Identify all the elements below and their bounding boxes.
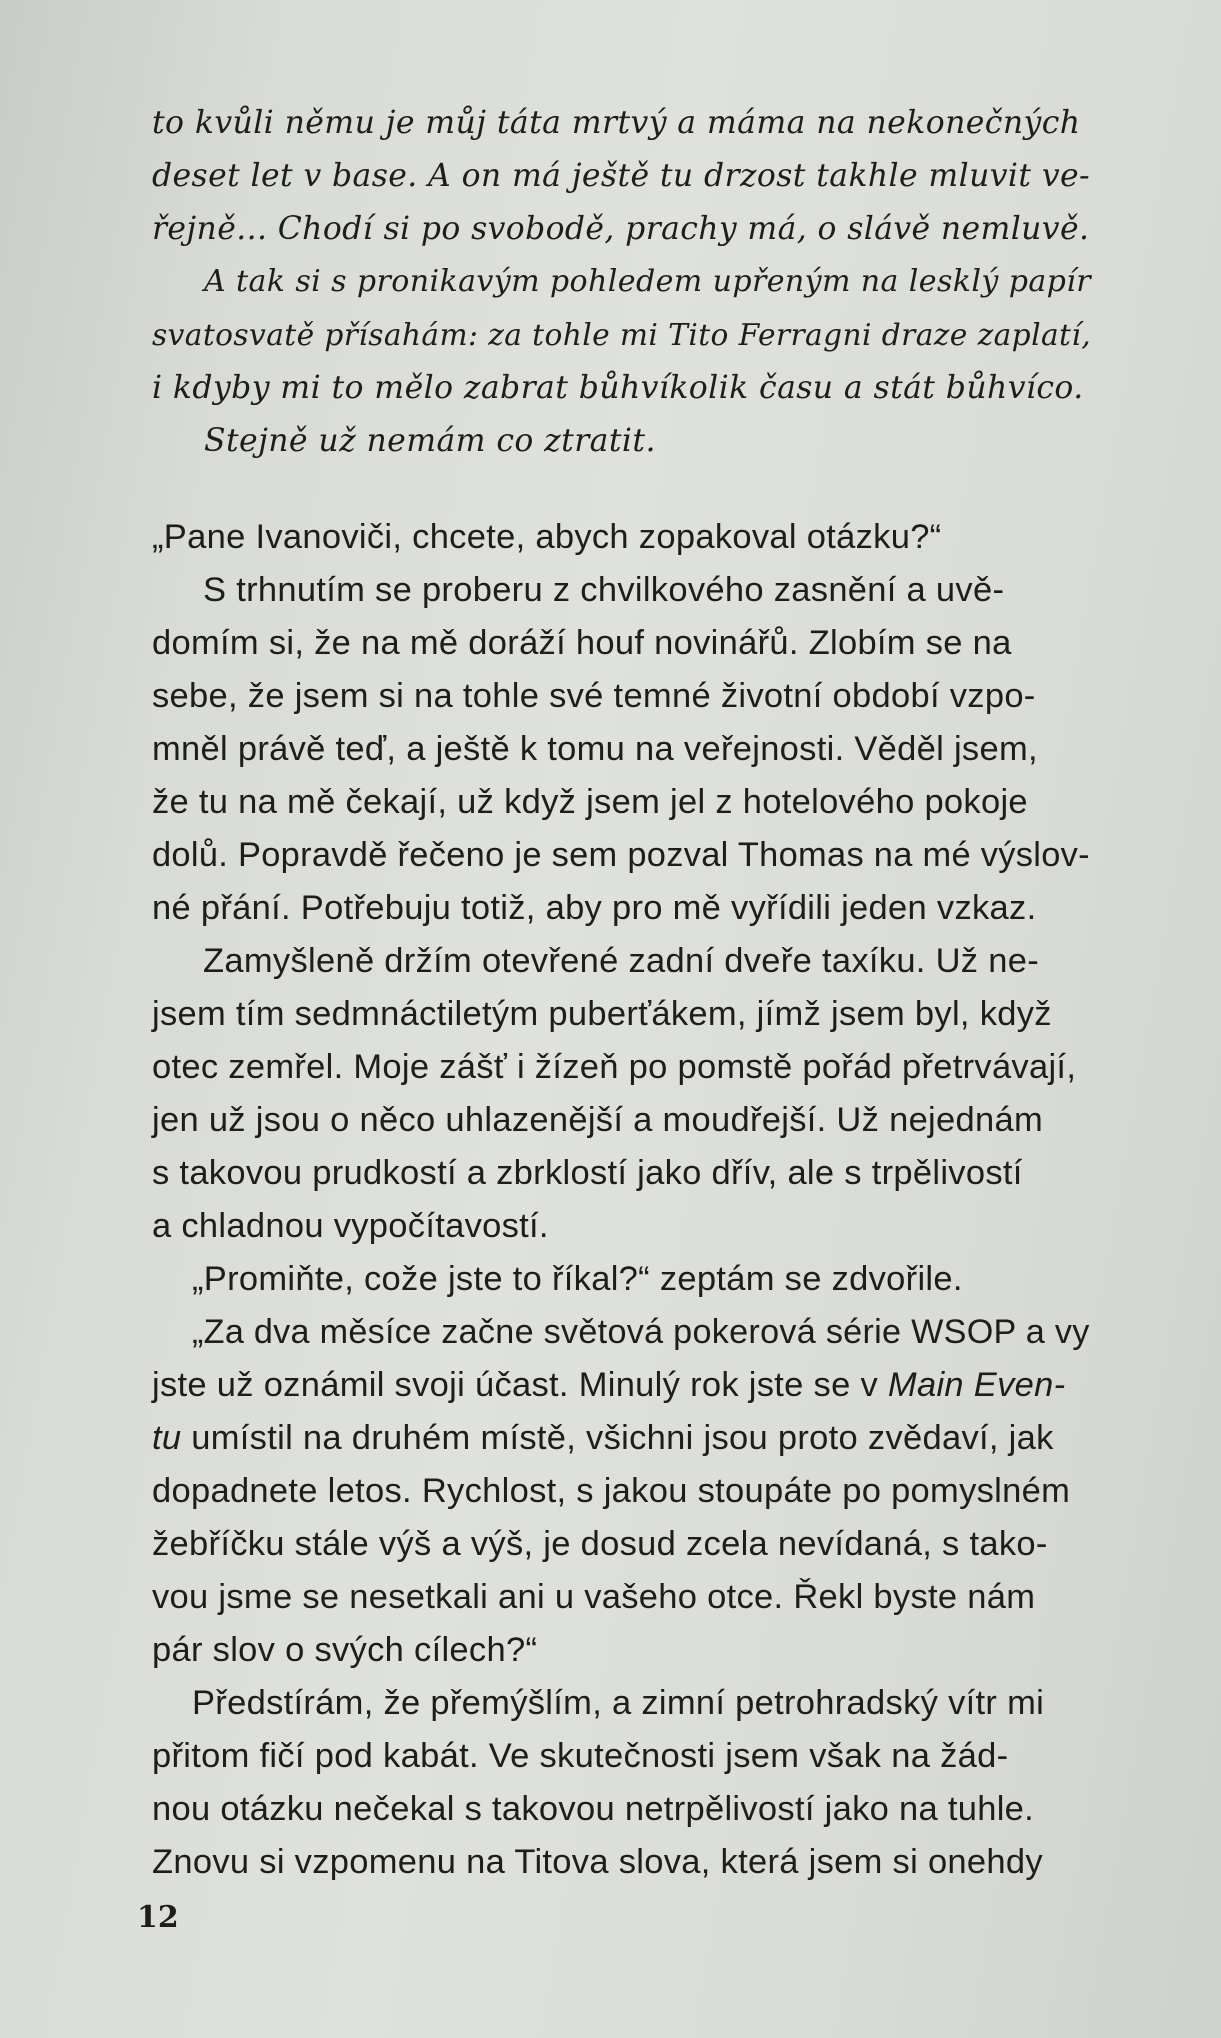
text-run: jste už oznámil svoji účast. Minulý rok jste se v (152, 1366, 888, 1404)
text-line: jsem tím sedmnáctiletým puberťákem, jímž jsem byl, když (152, 995, 1052, 1033)
italic-term: tu (152, 1419, 182, 1457)
text-line: že tu na mě čekají, už když jsem jel z hotelového pokoje (152, 783, 1028, 821)
text-line: žebříčku stále výš a výš, je dosud zcela nevídaná, s tako- (152, 1525, 1048, 1563)
text-line: nou otázku nečekal s takovou netrpělivostí jako na tuhle. (152, 1790, 1035, 1828)
text-line: přitom fičí pod kabát. Ve skutečnosti jsem však na žád- (152, 1737, 1009, 1775)
text-line: Znovu si vzpomenu na Titova slova, která jsem si onehdy (152, 1843, 1043, 1881)
text-line: řejně... Chodí si po svobodě, prachy má, o slávě nemluvě. (152, 211, 1090, 247)
text-line: to kvůli němu je můj táta mrtvý a máma na nekonečných (152, 105, 1081, 141)
text-line: S trhnutím se proberu z chvilkového zasnění a uvě- (203, 571, 1005, 609)
text-line: Předstírám, že přemýšlím, a zimní petrohradský vítr mi (192, 1684, 1045, 1722)
text-line: jen už jsou o něco uhlazenější a moudřejší. Už nejednám (152, 1101, 1044, 1139)
italic-term: Main Even- (887, 1366, 1066, 1404)
text-line: Zamyšleně držím otevřené zadní dveře taxíku. Už ne- (203, 942, 1039, 980)
text-line: sebe, že jsem si na tohle své temné životní období vzpo- (152, 677, 1036, 715)
text-line: s takovou prudkostí a zbrklostí jako dřív, ale s trpělivostí (152, 1154, 1023, 1192)
text-line: i kdyby mi to mělo zabrat bůhvíkolik času a stát bůhvíco. (152, 370, 1084, 406)
text-line: né přání. Potřebuju totiž, aby pro mě vyřídili jeden vzkaz. (152, 889, 1037, 927)
text-line: svatosvatě přísahám: za tohle mi Tito Ferragni draze zaplatí, (152, 317, 1092, 352)
text-line: otec zemřel. Moje zášť i žízeň po pomstě pořád přetrvávají, (152, 1048, 1077, 1086)
text-line: „Za dva měsíce začne světová pokerová série WSOP a vy (192, 1313, 1090, 1351)
text-run: umístil na druhém místě, všichni jsou proto zvědaví, jak (181, 1419, 1054, 1457)
text-line: Stejně už nemám co ztratit. (204, 423, 656, 459)
text-line: mněl právě teď, a ještě k tomu na veřejnosti. Věděl jsem, (152, 730, 1038, 768)
text-line: „Promiňte, cože jste to říkal?“ zeptám se zdvořile. (192, 1260, 963, 1298)
text-line: deset let v base. A on má ještě tu drzost takhle mluvit ve- (152, 158, 1091, 194)
text-line: „Pane Ivanoviči, chcete, abych zopakoval otázku?“ (152, 518, 942, 556)
text-line: pár slov o svých cílech?“ (152, 1631, 538, 1669)
text-line: dopadnete letos. Rychlost, s jakou stoupáte po pomyslném (152, 1472, 1071, 1510)
text-line (152, 1368, 1065, 1403)
text-line: A tak si s pronikavým pohledem upřeným na lesklý papír (204, 264, 1092, 299)
text-line: domím si, že na mě doráží houf novinářů. Zlobím se na (152, 624, 1012, 662)
text-line: a chladnou vypočítavostí. (152, 1207, 549, 1245)
page-number: 12 (137, 1900, 179, 1935)
text-line: vou jsme se nesetkali ani u vašeho otce. Řekl byste nám (152, 1578, 1036, 1616)
text-line (152, 1421, 1054, 1456)
text-line: dolů. Popravdě řečeno je sem pozval Thomas na mé výslov- (152, 836, 1090, 874)
